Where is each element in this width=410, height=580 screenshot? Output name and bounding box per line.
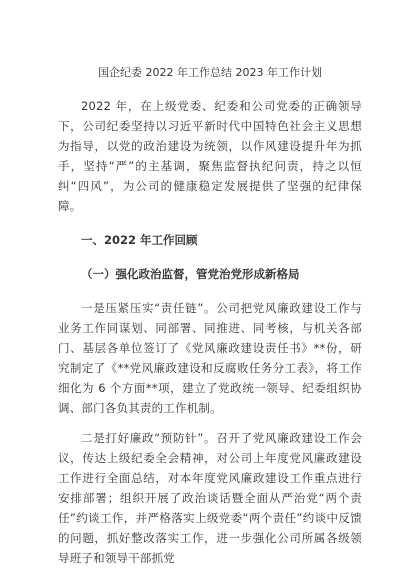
section-heading-review: 一、2022 年工作回顾 (81, 233, 198, 247)
subsection-heading-political-supervision: （一）强化政治监督，管党治党形成新格局 (81, 267, 300, 281)
document-title: 国企纪委 2022 年工作总结 2023 年工作计划 (98, 66, 322, 79)
intro-paragraph: 2022 年，在上级党委、纪委和公司党委的正确领导下，公司纪委坚持以习近平新时代中国特色社会主义思想为指导，以党的政治建设为统领，以作风建设提升年为抓手，坚持“严”的主基调，聚焦监督执纪问责，持之以恒纠“四风”，为公司的健康稳定发展提供了坚强的纪律保障。 (58, 99, 362, 213)
body-paragraph-prevention: 二是打好廉政“预防针”。召开了党风廉政建设工作会议，传达上级纪委全会精神，对公司上年度党风廉政建设工作进行全面总结，对本年度党风廉政建设工作重点进行安排部署；组织开展了政治谈话暨全面从严治党“两个责任”约谈工作，并严格落实上级党委“两个责任”约谈中反馈的问题，抓好整改落实工作，进一步强化公司所属各级领导班子和领导干部抓党 (58, 431, 362, 565)
body-paragraph-responsibility-chain: 一是压紧压实“责任链”。公司把党风廉政建设工作与业务工作同谋划、同部署、同推进、同考核，与机关各部门、基层各单位签订了《党风廉政建设责任书》**份，研究制定了《**党风廉政建设和反腐败任务分工表》，将工作细化为 6 个方面**项，建立了党政统一领导、纪委组织协调、部门各负其责的工作机制。 (58, 301, 362, 415)
